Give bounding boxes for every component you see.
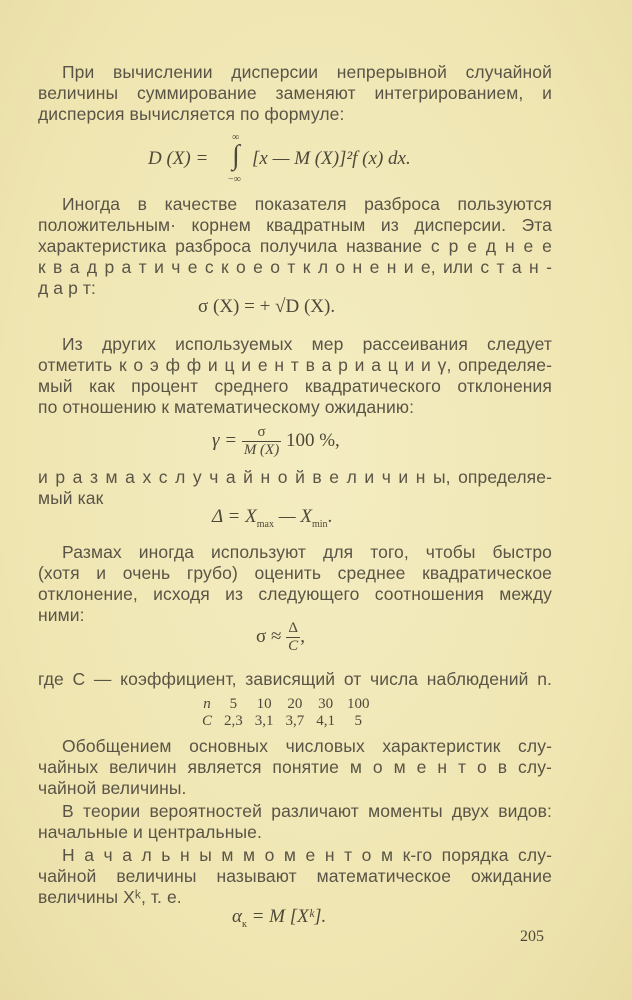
formula-lhs: D (X) = bbox=[148, 148, 209, 169]
denominator: C bbox=[288, 638, 299, 654]
table-cell: 20 bbox=[287, 696, 303, 712]
text-line: (хотя и очень грубо) оценить среднее квадратическое bbox=[38, 563, 552, 583]
text-line: характеристика разброса получила название с р е д н е е bbox=[38, 236, 552, 256]
text-line: чайной величины. bbox=[38, 778, 187, 798]
formula-rhs: = M [Xᵏ]. bbox=[246, 906, 327, 927]
text-line: ними: bbox=[38, 605, 85, 625]
fraction bbox=[242, 424, 281, 459]
table-cell: 3,7 bbox=[285, 713, 305, 729]
table-cell: 30 bbox=[318, 696, 334, 712]
table-cell: 2,3 bbox=[224, 713, 243, 729]
text-line: положительным· корнем квадратным из дисперсии. Эта bbox=[38, 215, 552, 235]
text-line: величины суммирование заменяют интегрированием, и bbox=[38, 83, 552, 103]
formula-approx bbox=[256, 620, 305, 655]
table-cell: 100 bbox=[347, 696, 370, 712]
numerator: σ bbox=[257, 424, 266, 440]
formula-lhs: γ = bbox=[212, 429, 238, 451]
text-line: В теории вероятностей различают моменты двух видов: bbox=[62, 801, 552, 821]
text-line: отметить к о э ф ф и ц и е н т в а р и а ц и и γ, определяе- bbox=[38, 355, 552, 375]
formula-range bbox=[212, 506, 332, 530]
integrand: [x — M (X)]²f (x) dx. bbox=[252, 148, 411, 169]
formula-sigma bbox=[198, 296, 335, 318]
table-cell: 5 bbox=[229, 696, 238, 712]
integral-sign: ∫ bbox=[232, 140, 240, 171]
row-label: C bbox=[202, 713, 213, 729]
table-row-n bbox=[196, 696, 376, 713]
table-cell: 5 bbox=[354, 713, 363, 729]
text-line: Из других используемых мер рассеивания следует bbox=[62, 334, 552, 354]
text-line: где C — коэффициент, зависящий от числа наблюдений n. bbox=[38, 669, 552, 689]
denominator: M (X) bbox=[243, 442, 280, 458]
text-line: Н а ч а л ь н ы м м о м е н т о м к-го порядка слу- bbox=[62, 845, 552, 865]
fraction bbox=[286, 620, 300, 655]
row-label: n bbox=[203, 696, 211, 712]
formula-end: , bbox=[300, 625, 305, 647]
formula-lhs: α bbox=[232, 906, 242, 927]
integral-lower-limit: −∞ bbox=[228, 174, 241, 185]
text-line: и р а з м а х с л у ч а й н о й в е л и ч и н ы, определяе- bbox=[38, 467, 552, 487]
formula-lhs: σ ≈ bbox=[256, 625, 282, 647]
formula-end: . bbox=[327, 506, 333, 527]
table-cell: 3,1 bbox=[254, 713, 274, 729]
text-line: Иногда в качестве показателя разброса пользуются bbox=[62, 194, 552, 214]
n-c-table bbox=[196, 696, 376, 730]
formula-moment bbox=[232, 906, 326, 930]
formula-rhs: 100 %, bbox=[285, 429, 340, 451]
text-line: чайных величин является понятие м о м е н т о в слу- bbox=[38, 757, 552, 777]
text-line: чайной величины называют математическое ожидание bbox=[38, 866, 552, 886]
text-line: к в а д р а т и ч е с к о е о т к л о н е н и е, или с т а н - bbox=[38, 257, 552, 277]
table-cell: 10 bbox=[256, 696, 272, 712]
subscript-k: к bbox=[241, 918, 247, 930]
numerator: Δ bbox=[288, 620, 298, 636]
text-line: мый как bbox=[38, 488, 104, 508]
table-row-c bbox=[196, 713, 376, 730]
text-line: При вычислении дисперсии непрерывной случайной bbox=[62, 62, 552, 82]
text-line: по отношению к математическому ожиданию: bbox=[38, 397, 415, 417]
formula-gamma bbox=[212, 424, 340, 459]
formula-lhs: Δ = X bbox=[212, 506, 257, 527]
text-line: дисперсия вычисляется по формуле: bbox=[38, 104, 345, 124]
text-line: начальные и центральные. bbox=[38, 822, 262, 842]
subscript-min: min bbox=[311, 518, 328, 530]
formula-mid: — X bbox=[273, 506, 312, 527]
page-number: 205 bbox=[520, 928, 544, 945]
text-line: Размах иногда используют для того, чтобы быстро bbox=[62, 542, 552, 562]
text-line: отклонение, исходя из следующего соотношения между bbox=[38, 584, 552, 604]
text-line: д а р т: bbox=[38, 278, 96, 298]
integral-upper-limit: ∞ bbox=[232, 132, 240, 143]
text-line: Обобщением основных числовых характеристик слу- bbox=[62, 736, 552, 756]
text-line: мый как процент среднего квадратического отклонения bbox=[38, 376, 552, 396]
subscript-max: max bbox=[256, 518, 274, 530]
formula-text: σ (X) = + √D (X). bbox=[198, 296, 336, 317]
text-line: величины Xᵏ, т. е. bbox=[38, 887, 182, 907]
table-cell: 4,1 bbox=[316, 713, 336, 729]
